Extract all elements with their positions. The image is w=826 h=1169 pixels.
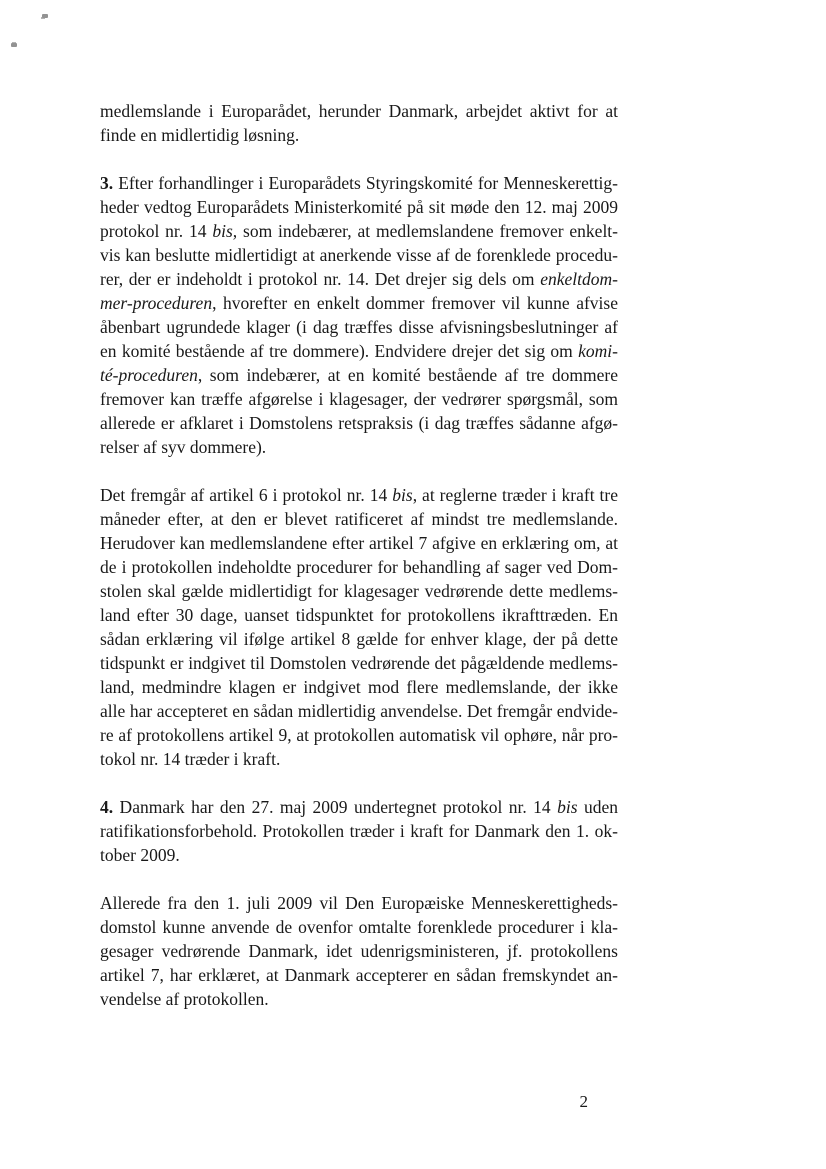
text-run: de i protokollen indeholdte procedurer for behandling af sager ved Dom- — [100, 557, 618, 577]
paragraph — [100, 171, 618, 459]
text-line — [100, 363, 618, 387]
text-run: vis kan beslutte midlertidigt at anerkende visse af de forenklede procedu- — [100, 245, 618, 265]
text-run: Danmark har den 27. maj 2009 undertegnet protokol nr. 14 — [113, 797, 558, 817]
text-run: artikel 7, har erklæret, at Danmark accepterer en sådan fremskyndet an- — [100, 965, 618, 985]
text-line — [100, 819, 618, 843]
text-line — [100, 267, 618, 291]
text-run: ratifikationsforbehold. Protokollen træder i kraft for Danmark den 1. ok- — [100, 821, 618, 841]
text-run: allerede er afklaret i Domstolens retspraksis (i dag træffes sådanne afgø- — [100, 413, 618, 433]
italic-text: komi- — [578, 341, 618, 361]
text-line — [100, 987, 618, 1011]
text-line — [100, 195, 618, 219]
text-run: , hvorefter en enkelt dommer fremover vil kunne afvise — [212, 293, 618, 313]
text-run: måneder efter, at den er blevet ratificeret af mindst tre medlemslande. — [100, 509, 618, 529]
text-run: Herudover kan medlemslandene efter artikel 7 afgive en erklæring om, at — [100, 533, 618, 553]
text-line — [100, 939, 618, 963]
text-run: stolen skal gælde midlertidigt for klagesager vedrørende dette medlems- — [100, 581, 618, 601]
text-run: Allerede fra den 1. juli 2009 vil Den Europæiske Menneskerettigheds- — [100, 893, 618, 913]
text-line — [100, 243, 618, 267]
text-line — [100, 675, 618, 699]
document-body — [100, 99, 618, 1035]
text-run: en komité bestående af tre dommere). Endvidere drejer det sig om — [100, 341, 579, 361]
text-line — [100, 603, 618, 627]
text-run: medlemslande i Europarådet, herunder Danmark, arbejdet aktivt for at — [100, 101, 618, 121]
bold-text: 3. — [100, 173, 114, 193]
scan-artifact — [11, 43, 17, 47]
text-line — [100, 435, 618, 459]
text-run: som indebærer, at medlemslandene fremover enkelt- — [237, 221, 619, 241]
text-run: vendelse af protokollen. — [100, 989, 269, 1009]
italic-text: enkeltdom- — [540, 269, 618, 289]
italic-text: bis — [392, 485, 413, 505]
paragraph — [100, 795, 618, 867]
text-line — [100, 339, 618, 363]
text-line — [100, 387, 618, 411]
text-run: tokol nr. 14 træder i kraft. — [100, 749, 281, 769]
text-line — [100, 219, 618, 243]
paragraph — [100, 99, 618, 147]
text-line — [100, 411, 618, 435]
italic-text: té-proceduren — [100, 365, 198, 385]
text-run: Det fremgår af artikel 6 i protokol nr. 14 — [100, 485, 393, 505]
text-line — [100, 531, 618, 555]
italic-text: mer-proceduren — [100, 293, 213, 313]
text-run: tober 2009. — [100, 845, 180, 865]
text-line — [100, 123, 618, 147]
text-line — [100, 651, 618, 675]
text-line — [100, 723, 618, 747]
text-run: rer, der er indeholdt i protokol nr. 14. Det drejer sig dels om — [100, 269, 541, 289]
text-line — [100, 99, 618, 123]
text-run: land efter 30 dage, uanset tidspunktet for protokollens ikrafttræden. En — [100, 605, 618, 625]
text-line — [100, 291, 618, 315]
text-run: land, medmindre klagen er indgivet mod flere medlemslande, der ikke — [100, 677, 618, 697]
text-line — [100, 315, 618, 339]
text-run: finde en midlertidig løsning. — [100, 125, 300, 145]
text-run: re af protokollens artikel 9, at protokollen automatisk vil ophøre, når pro- — [100, 725, 618, 745]
text-run: alle har accepteret en sådan midlertidig anvendelse. Det fremgår endvide- — [100, 701, 618, 721]
text-run: sådan erklæring vil ifølge artikel 8 gælde for enhver klage, der på dette — [100, 629, 618, 649]
text-run: fremover kan træffe afgørelse i klagesager, der vedrører spørgsmål, som — [100, 389, 618, 409]
scan-artifact — [42, 14, 48, 18]
italic-text: bis — [557, 797, 578, 817]
text-run: heder vedtog Europarådets Ministerkomité på sit møde den 12. maj 2009 — [100, 197, 618, 217]
text-line — [100, 699, 618, 723]
text-line — [100, 795, 618, 819]
page-number: 2 — [579, 1092, 588, 1111]
text-run: , som indebærer, at en komité bestående af tre dommere — [197, 365, 618, 385]
text-line — [100, 171, 618, 195]
text-run: relser af syv dommere). — [100, 437, 267, 457]
text-run: tidspunkt er indgivet til Domstolen vedrørende det pågældende medlems- — [100, 653, 618, 673]
text-run: , at reglerne træder i kraft tre — [412, 485, 619, 505]
text-line — [100, 507, 618, 531]
text-run: gesager vedrørende Danmark, idet udenrigsministeren, jf. protokollens — [100, 941, 618, 961]
text-line — [100, 579, 618, 603]
text-line — [100, 483, 618, 507]
text-run: uden — [577, 797, 618, 817]
text-run: protokol nr. 14 — [100, 221, 213, 241]
text-line — [100, 627, 618, 651]
bold-text: 4. — [100, 797, 114, 817]
italic-text: bis, — [212, 221, 238, 241]
text-run: åbenbart ugrundede klager (i dag træffes disse afvisningsbeslutninger af — [100, 317, 618, 337]
text-line — [100, 963, 618, 987]
text-line — [100, 891, 618, 915]
text-run: Efter forhandlinger i Europarådets Styringskomité for Menneskerettig- — [113, 173, 618, 193]
text-line — [100, 747, 618, 771]
paragraph — [100, 891, 618, 1011]
text-line — [100, 843, 618, 867]
text-run: domstol kunne anvende de ovenfor omtalte forenklede procedurer i kla- — [100, 917, 618, 937]
text-line — [100, 915, 618, 939]
text-line — [100, 555, 618, 579]
paragraph — [100, 483, 618, 771]
